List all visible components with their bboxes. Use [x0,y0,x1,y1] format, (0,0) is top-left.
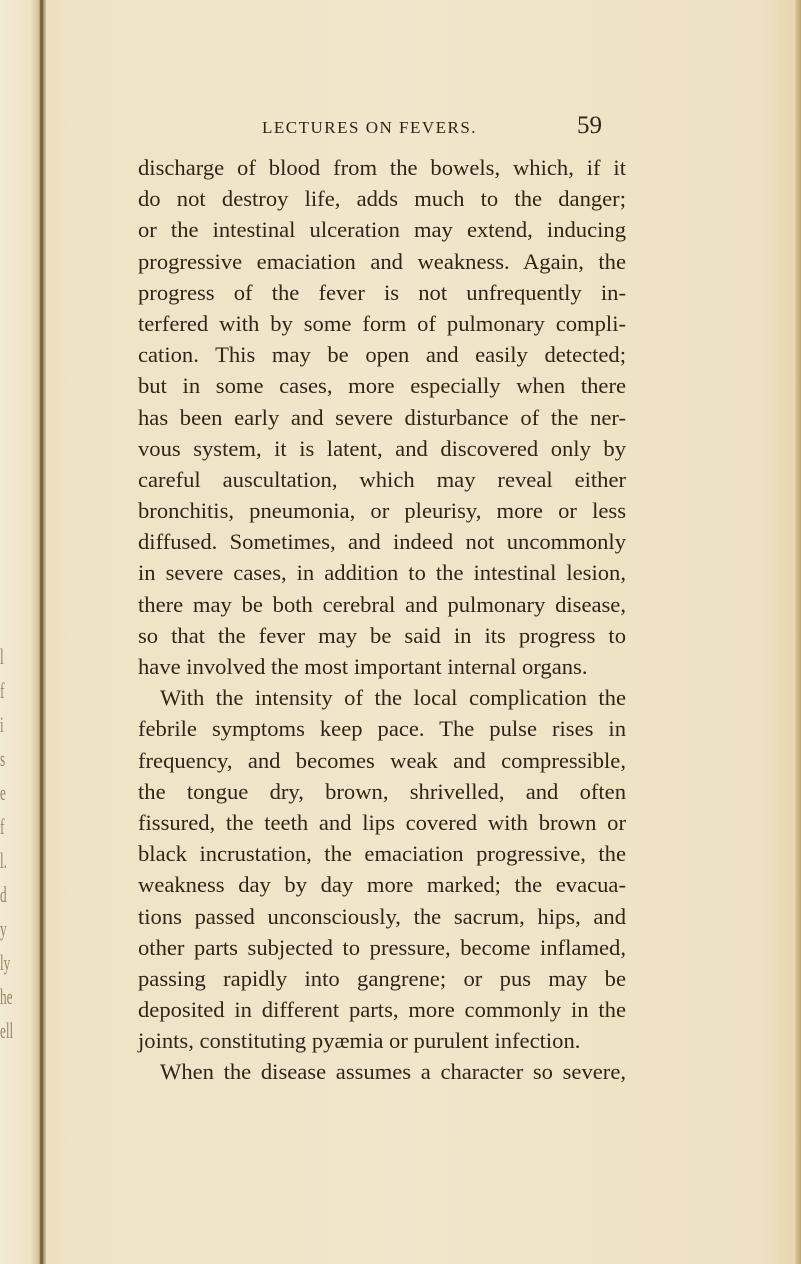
text-line: but in some cases, more especially when there [138,373,626,399]
page-number: 59 [577,112,602,139]
text-line: careful auscultation, which may reveal either [138,466,626,492]
gutter-fragment: l. [0,848,7,873]
gutter-fragment: ly [0,950,11,975]
text-line: black incrustation, the emaciation progressive, the [138,841,626,867]
gutter-fragment: l [0,644,4,669]
gutter-fragment: he [0,984,13,1009]
text-line: diffused. Sometimes, and indeed not uncommonly [138,529,626,555]
text-line: progress of the fever is not unfrequently in- [138,279,626,305]
text-line: deposited in different parts, more commonly in the [138,997,626,1023]
text-line: in severe cases, in addition to the intestinal lesion, [138,560,626,586]
gutter-fragment: e [0,780,6,805]
text-line: progressive emaciation and weakness. Again, the [138,248,626,274]
gutter-fragment: ell [0,1018,14,1043]
text-line: has been early and severe disturbance of the ner- [138,404,626,430]
gutter-fragment: f [0,814,5,839]
text-line: joints, constituting pyæmia or purulent infection. [138,1028,581,1054]
text-line: vous system, it is latent, and discovered only by [138,435,626,461]
page-right-edge [795,0,801,1264]
text-line: discharge of blood from the bowels, which, if it [138,155,626,180]
gutter-fragment: f [0,678,5,703]
page-header [262,112,602,144]
text-line: so that the fever may be said in its progress to [138,622,626,648]
text-line: weakness day by day more marked; the evacua- [138,872,626,898]
text-line: fissured, the teeth and lips covered with brown or [138,809,626,835]
text-line: the tongue dry, brown, shrivelled, and often [138,778,626,804]
gutter-fragment: d [0,882,7,907]
gutter-bleed-through [0,640,14,1048]
text-line: cation. This may be open and easily detected; [138,342,626,368]
gutter-fold-line [40,0,43,1264]
gutter-fragment: s [0,746,6,771]
text-line: do not destroy life, adds much to the danger; [138,186,626,212]
text-line: When the disease assumes a character so severe, [160,1059,626,1085]
text-line: have involved the most important internal organs. [138,654,588,679]
text-line: there may be both cerebral and pulmonary disease, [138,591,626,617]
text-line: or the intestinal ulceration may extend, inducing [138,217,626,243]
text-line: passing rapidly into gangrene; or pus may be [138,965,626,991]
text-line: terfered with by some form of pulmonary compli- [138,310,626,336]
text-line: With the intensity of the local complication the [160,685,626,711]
running-head: LECTURES ON FEVERS. [262,118,478,137]
gutter-fragment: y [0,916,7,941]
text-line: frequency, and becomes weak and compressible, [138,747,626,773]
text-line: bronchitis, pneumonia, or pleurisy, more or less [138,498,626,524]
gutter-fragment: i [0,712,4,737]
body-text [138,152,626,1088]
text-line: tions passed unconsciously, the sacrum, hips, and [138,903,626,929]
text-line: other parts subjected to pressure, become inflamed, [138,934,626,960]
text-line: febrile symptoms keep pace. The pulse rises in [138,716,626,742]
